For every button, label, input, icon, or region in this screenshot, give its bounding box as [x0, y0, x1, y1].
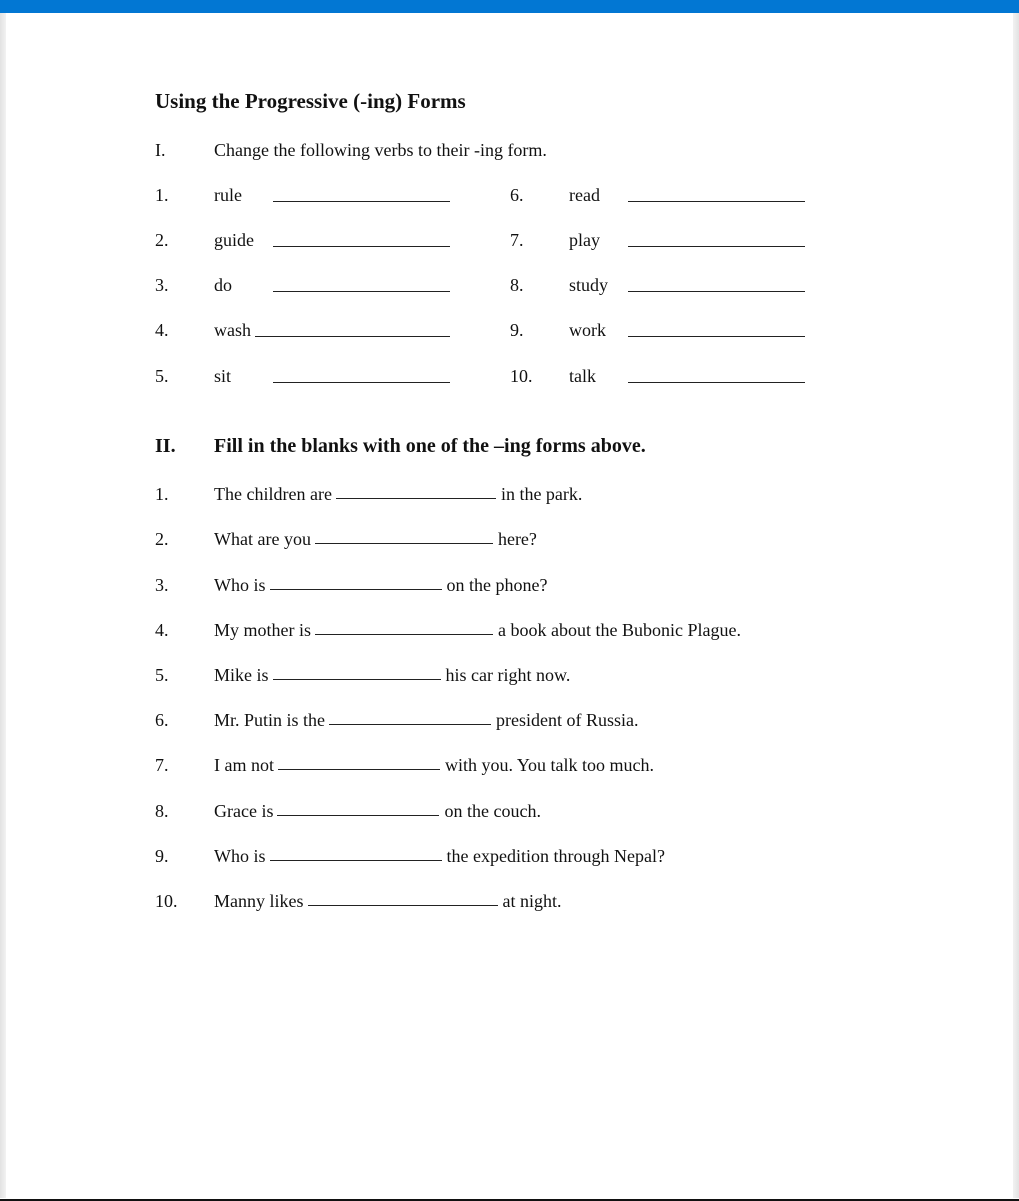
verb-word: sit — [214, 366, 232, 386]
verb-word: work — [569, 320, 606, 340]
answer-blank[interactable] — [273, 201, 450, 202]
item-number: 10. — [510, 366, 533, 386]
answer-blank[interactable] — [628, 246, 805, 247]
sentence-before: Grace is — [214, 801, 274, 821]
item-number: 1. — [155, 484, 169, 504]
item-number: 9. — [510, 320, 524, 340]
app-top-bar — [0, 0, 1019, 13]
verb-item — [510, 275, 810, 297]
item-number: 4. — [155, 620, 169, 640]
verb-word: study — [569, 275, 609, 295]
answer-blank[interactable] — [329, 724, 491, 725]
answer-blank[interactable] — [270, 860, 442, 861]
sentence-before: The children are — [214, 484, 332, 504]
section-instruction: Change the following verbs to their -ing form. — [214, 140, 547, 160]
answer-blank[interactable] — [273, 382, 450, 383]
sentence-before: Manny likes — [214, 891, 304, 911]
sentence-before: I am not — [214, 755, 274, 775]
verb-word: wash — [214, 320, 251, 340]
item-number: 1. — [155, 185, 169, 205]
answer-blank[interactable] — [315, 634, 493, 635]
item-number: 5. — [155, 665, 169, 685]
item-number: 9. — [155, 846, 169, 866]
answer-blank[interactable] — [255, 336, 450, 337]
verb-item — [155, 366, 455, 388]
answer-blank[interactable] — [315, 543, 493, 544]
answer-blank[interactable] — [273, 679, 441, 680]
verb-word: rule — [214, 185, 242, 205]
sentence-after: his car right now. — [445, 665, 571, 685]
verb-word: guide — [214, 230, 254, 250]
item-number: 2. — [155, 529, 169, 549]
sentence-before: Mike is — [214, 665, 269, 685]
worksheet-title: Using the Progressive (-ing) Forms — [155, 89, 466, 113]
item-number: 6. — [510, 185, 524, 205]
verb-item — [155, 185, 455, 207]
sentence-after: at night. — [502, 891, 562, 911]
sentence-before: Mr. Putin is the — [214, 710, 326, 730]
item-number: 4. — [155, 320, 169, 340]
sentence-after: the expedition through Nepal? — [446, 846, 665, 866]
sentence-after: president of Russia. — [496, 710, 639, 730]
item-number: 7. — [510, 230, 524, 250]
verb-word: do — [214, 275, 232, 295]
item-number: 5. — [155, 366, 169, 386]
sentence-after: on the phone? — [446, 575, 548, 595]
sentence-before: My mother is — [214, 620, 311, 640]
item-number: 7. — [155, 755, 169, 775]
verb-item — [510, 366, 810, 388]
item-number: 3. — [155, 275, 169, 295]
sentence-after: here? — [497, 529, 537, 549]
section-number: I. — [155, 140, 166, 160]
answer-blank[interactable] — [273, 246, 450, 247]
sentence-before: Who is — [214, 846, 266, 866]
sentence-after: in the park. — [500, 484, 583, 504]
answer-blank[interactable] — [336, 498, 496, 499]
item-number: 8. — [155, 801, 169, 821]
section-instruction: Fill in the blanks with one of the –ing forms above. — [214, 435, 646, 457]
verb-word: talk — [569, 366, 596, 386]
item-number: 8. — [510, 275, 524, 295]
verb-word: read — [569, 185, 600, 205]
answer-blank[interactable] — [270, 589, 442, 590]
verb-item — [155, 320, 455, 342]
verb-item — [510, 320, 810, 342]
verb-item — [155, 230, 455, 252]
verb-item — [155, 275, 455, 297]
item-number: 3. — [155, 575, 169, 595]
answer-blank[interactable] — [308, 905, 498, 906]
answer-blank[interactable] — [628, 382, 805, 383]
section-number: II. — [155, 435, 176, 457]
answer-blank[interactable] — [277, 815, 439, 816]
answer-blank[interactable] — [273, 291, 450, 292]
answer-blank[interactable] — [628, 336, 805, 337]
item-number: 10. — [155, 891, 178, 911]
page-edge-left — [0, 13, 6, 1198]
sentence-before: What are you — [214, 529, 311, 549]
verb-item — [510, 185, 810, 207]
page-edge-right — [1013, 13, 1019, 1198]
answer-blank[interactable] — [278, 769, 440, 770]
verb-word: play — [569, 230, 600, 250]
verb-item — [510, 230, 810, 252]
item-number: 6. — [155, 710, 169, 730]
sentence-after: with you. You talk too much. — [445, 755, 655, 775]
item-number: 2. — [155, 230, 169, 250]
sentence-before: Who is — [214, 575, 266, 595]
sentence-after: a book about the Bubonic Plague. — [498, 620, 741, 640]
sentence-after: on the couch. — [444, 801, 541, 821]
answer-blank[interactable] — [628, 201, 805, 202]
answer-blank[interactable] — [628, 291, 805, 292]
